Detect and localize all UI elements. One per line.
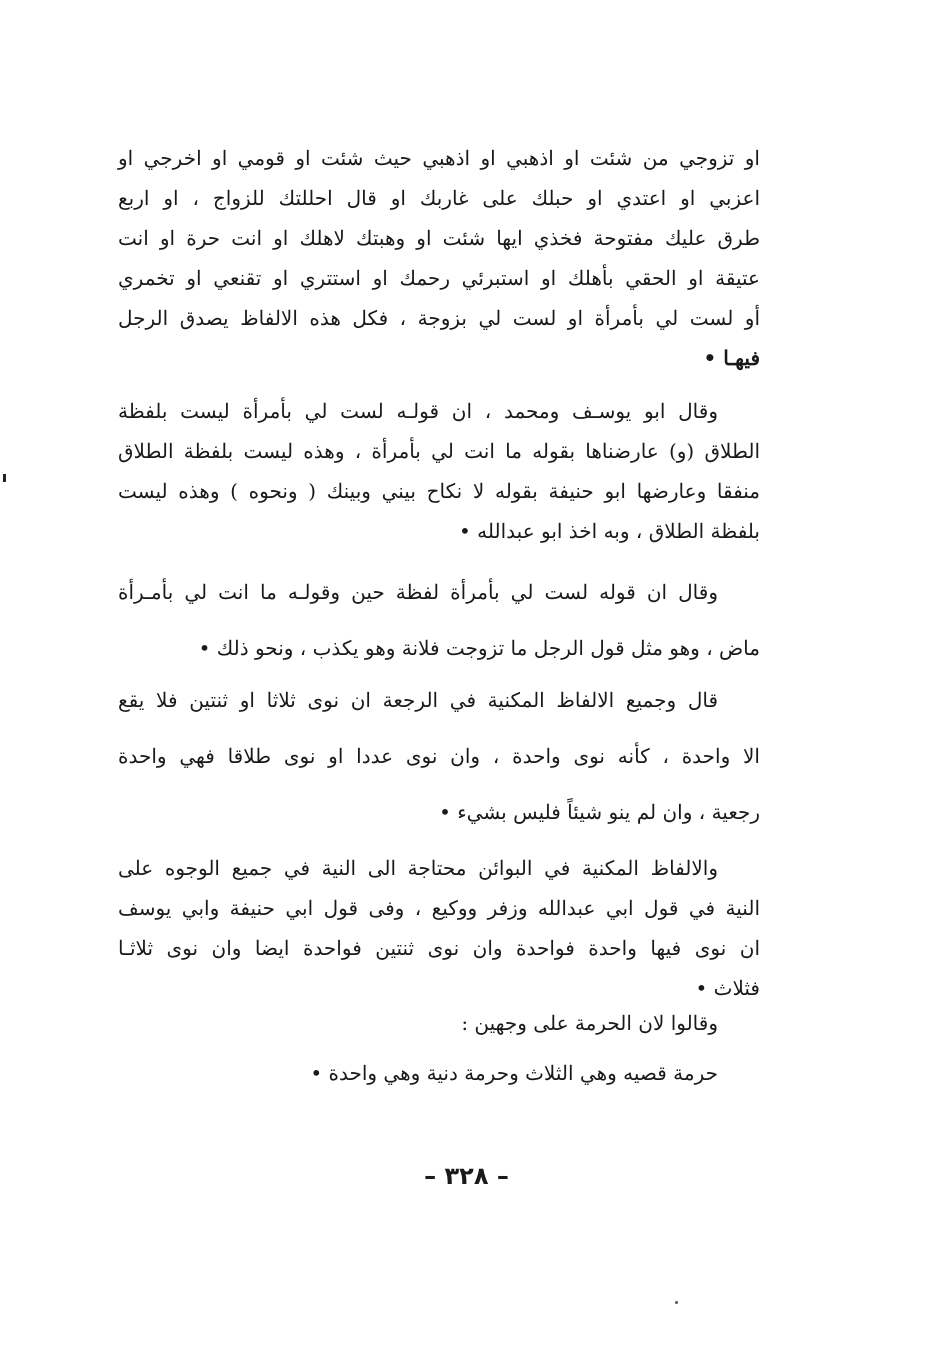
- text-line: وقال ابو يوسـف ومحمد ، ان قولـه لست لي بأمرأة ليست بلفظة: [118, 399, 718, 423]
- paragraph-3: [118, 572, 760, 668]
- text-line: أو لست لي بأمرأة او لست لي بزوجة ، فكل هذه الالفاظ يصدق الرجل: [118, 306, 760, 330]
- text-line: وقالوا لان الحرمة على وجهين :: [461, 1011, 718, 1035]
- text-line: رجعية ، وان لم ينو شيئاً فليس بشيء •: [439, 800, 760, 824]
- text-line: فيهـا •: [703, 346, 760, 370]
- paragraph-1: [118, 138, 760, 378]
- text-line: ماض ، وهو مثل قول الرجل ما تزوجت فلانة وهو يكذب ، ونحو ذلك •: [198, 636, 760, 660]
- margin-mark: [3, 474, 6, 482]
- paragraph-4: [118, 680, 760, 832]
- text-line: حرمة قصيه وهي الثلاث وحرمة دنية وهي واحدة •: [310, 1061, 718, 1085]
- page-number: – ٣٢٨ –: [424, 1162, 509, 1190]
- paragraph-2: [118, 391, 760, 551]
- text-line: النية في قول ابي عبدالله وزفر ووكيع ، وفى قول ابي حنيفة وابي يوسف: [118, 896, 760, 920]
- text-line: وقال ان قوله لست لي بأمرأة لفظة حين وقولـه ما انت لي بأمـرأة: [118, 580, 718, 604]
- text-line: والالفاظ المكنية في البوائن محتاجة الى النية في جميع الوجوه على: [118, 856, 718, 880]
- text-line: منفقا وعارضها ابو حنيفة بقوله لا نكاح بيني وبينك ( ونحوه ) وهذه ليست: [118, 479, 760, 503]
- text-line: فثلاث •: [695, 976, 760, 1000]
- text-line: او تزوجي من شئت او اذهبي او اذهبي حيث شئت او قومي او اخرجي او: [118, 146, 760, 170]
- text-line: الطلاق (و) عارضناها بقوله ما انت لي بأمرأة ، وهذه ليست بلفظة الطلاق: [118, 439, 760, 463]
- paragraph-5: [118, 848, 760, 1008]
- text-line: الا واحدة ، كأنه نوى واحدة ، وان نوى عددا او نوى طلاقا فهي واحدة: [118, 744, 760, 768]
- text-line: بلفظة الطلاق ، وبه اخذ ابو عبدالله •: [459, 519, 760, 543]
- text-line: قال وجميع الالفاظ المكنية في الرجعة ان نوى ثلاثا او ثنتين فلا يقع: [118, 688, 718, 712]
- text-line: اعزبي او اعتدي او حبلك على غاربك او قال احللتك للزواج ، او اربع: [118, 186, 760, 210]
- text-line: طرق عليك مفتوحة فخذي ايها شئت او وهبتك لاهلك او انت حرة او انت: [118, 226, 760, 250]
- text-line: ان نوى فيها واحدة فواحدة وان نوى ثنتين فواحدة ايضا وان نوى ثلاثـا: [118, 936, 760, 960]
- text-line: عتيقة او الحقي بأهلك او استبرئي رحمك او استتري او تقنعي او تخمري: [118, 266, 760, 290]
- scan-speck: [675, 1301, 678, 1304]
- paragraph-6: [118, 998, 760, 1098]
